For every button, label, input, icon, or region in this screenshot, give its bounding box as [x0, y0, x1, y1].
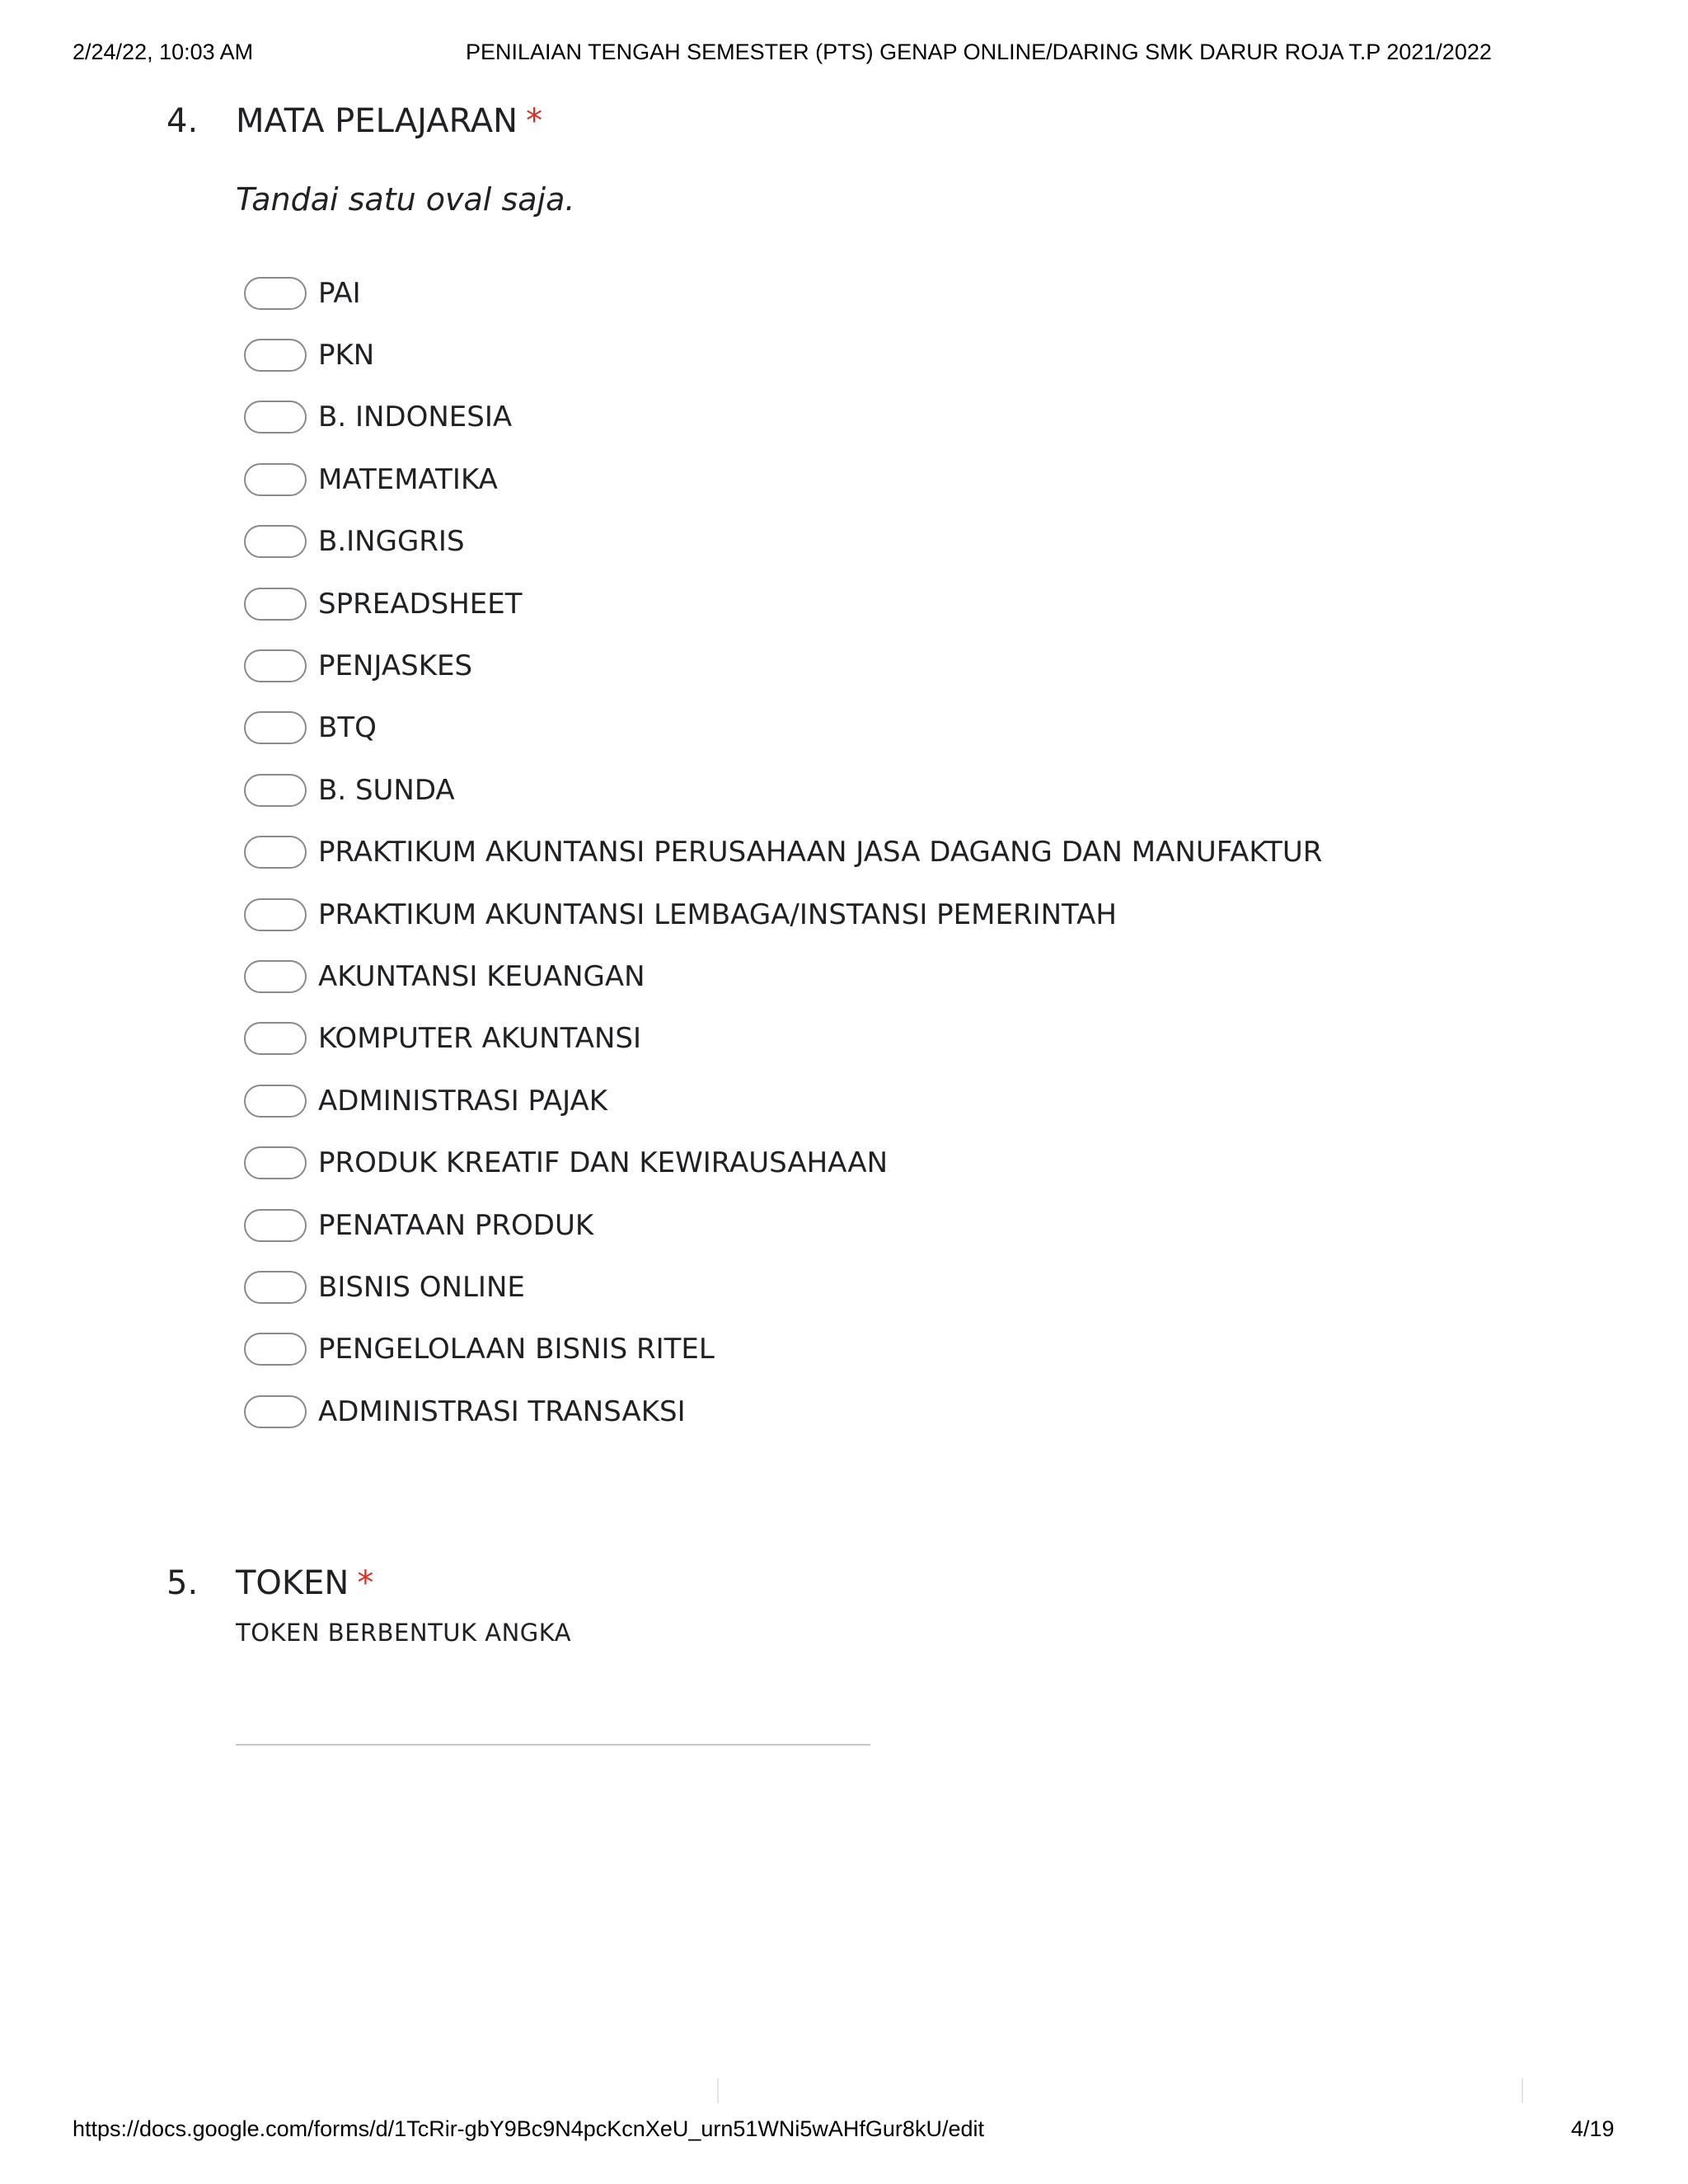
radio-oval[interactable]	[244, 1333, 307, 1366]
radio-option[interactable]	[244, 945, 1322, 1007]
radio-oval[interactable]	[244, 588, 307, 621]
radio-option-label: PENJASKES	[318, 649, 473, 683]
radio-oval[interactable]	[244, 836, 307, 869]
radio-oval[interactable]	[244, 898, 307, 931]
required-asterisk: *	[357, 1564, 374, 1602]
question-number: 4.	[166, 102, 199, 140]
radio-oval[interactable]	[244, 401, 307, 434]
radio-oval[interactable]	[244, 463, 307, 496]
radio-option[interactable]	[244, 573, 1322, 635]
radio-option-label: B. SUNDA	[318, 773, 455, 807]
radio-oval[interactable]	[244, 649, 307, 682]
question-title-text: TOKEN	[236, 1564, 349, 1602]
question-title	[236, 102, 542, 140]
page-divider-mark	[717, 2079, 719, 2103]
radio-oval[interactable]	[244, 1271, 307, 1304]
radio-option-label: B. INDONESIA	[318, 401, 513, 434]
radio-option-label: KOMPUTER AKUNTANSI	[318, 1022, 641, 1056]
radio-option[interactable]	[244, 1194, 1322, 1256]
required-asterisk: *	[526, 102, 543, 140]
radio-option[interactable]	[244, 635, 1322, 696]
radio-option[interactable]	[244, 759, 1322, 821]
question-title	[236, 1564, 373, 1602]
radio-option-label: PRAKTIKUM AKUNTANSI PERUSAHAAN JASA DAGANG DAN MANUFAKTUR	[318, 836, 1323, 869]
radio-option[interactable]	[244, 697, 1322, 759]
radio-option[interactable]	[244, 1070, 1322, 1132]
document-title: PENILAIAN TENGAH SEMESTER (PTS) GENAP ONLINE/DARING SMK DARUR ROJA T.P 2021/2022	[466, 40, 1492, 64]
token-input[interactable]	[236, 1704, 870, 1746]
question-title-text: MATA PELAJARAN	[236, 102, 518, 140]
radio-option[interactable]	[244, 262, 1322, 324]
radio-option[interactable]	[244, 1319, 1322, 1380]
radio-option-label: BISNIS ONLINE	[318, 1270, 525, 1304]
radio-option-label: PAI	[318, 276, 361, 310]
radio-option-label: ADMINISTRASI TRANSAKSI	[318, 1394, 686, 1428]
radio-option[interactable]	[244, 511, 1322, 573]
radio-oval[interactable]	[244, 1146, 307, 1179]
radio-option-label: PRAKTIKUM AKUNTANSI LEMBAGA/INSTANSI PEMERINTAH	[318, 898, 1117, 931]
radio-option-label: PKN	[318, 339, 375, 373]
radio-option[interactable]	[244, 387, 1322, 448]
radio-option-label: PRODUK KREATIF DAN KEWIRAUSAHAAN	[318, 1146, 889, 1180]
radio-option-label: MATEMATIKA	[318, 462, 498, 496]
question-instruction: Tandai satu oval saja.	[236, 181, 575, 218]
question-number: 5.	[166, 1564, 199, 1602]
radio-option[interactable]	[244, 1132, 1322, 1193]
radio-oval[interactable]	[244, 525, 307, 558]
radio-oval[interactable]	[244, 774, 307, 807]
radio-option-label: SPREADSHEET	[318, 587, 523, 621]
radio-option[interactable]	[244, 1380, 1322, 1442]
radio-option[interactable]	[244, 448, 1322, 510]
radio-option-label: AKUNTANSI KEUANGAN	[318, 959, 645, 993]
radio-option[interactable]	[244, 324, 1322, 386]
radio-option-label: PENATAAN PRODUK	[318, 1208, 594, 1242]
radio-option[interactable]	[244, 1256, 1322, 1318]
print-date: 2/24/22, 10:03 AM	[73, 40, 254, 64]
radio-oval[interactable]	[244, 1022, 307, 1055]
radio-oval[interactable]	[244, 1085, 307, 1118]
radio-option[interactable]	[244, 1008, 1322, 1070]
radio-oval[interactable]	[244, 1395, 307, 1428]
radio-option-label: BTQ	[318, 711, 377, 745]
page-divider-mark	[1522, 2079, 1523, 2103]
print-header	[0, 40, 1688, 73]
radio-option-label: ADMINISTRASI PAJAK	[318, 1084, 608, 1118]
page-number: 4/19	[1571, 2116, 1615, 2141]
radio-oval[interactable]	[244, 1209, 307, 1242]
radio-option[interactable]	[244, 822, 1322, 883]
radio-option-label: B.INGGRIS	[318, 525, 465, 559]
radio-option-label: PENGELOLAAN BISNIS RITEL	[318, 1333, 715, 1366]
print-footer	[0, 2116, 1688, 2149]
question-description: TOKEN BERBENTUK ANGKA	[236, 1619, 572, 1647]
radio-option[interactable]	[244, 883, 1322, 945]
radio-oval[interactable]	[244, 960, 307, 993]
radio-option-list	[244, 262, 1322, 1442]
form-url: https://docs.google.com/forms/d/1TcRir-gbY9Bc9N4pcKcnXeU_urn51WNi5wAHfGur8kU/edit	[73, 2116, 984, 2141]
radio-oval[interactable]	[244, 711, 307, 744]
radio-oval[interactable]	[244, 277, 307, 310]
radio-oval[interactable]	[244, 339, 307, 372]
